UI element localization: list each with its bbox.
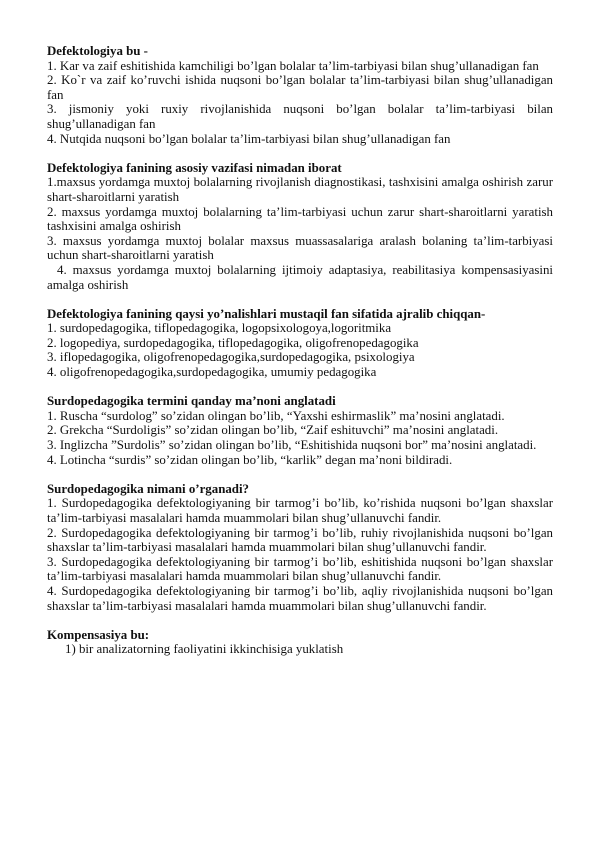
answer-option: 1. Kar va zaif eshitishida kamchiligi bo’lgan bolalar ta’lim-tarbiyasi bilan shug’ullanadigan fan	[47, 58, 539, 73]
answer-option: 1. Ruscha “surdolog” so’zidan olingan bo’lib, “Yaxshi eshirmaslik” ma’nosini anglatadi.	[47, 408, 505, 423]
answer-option: 3. Inglizcha ”Surdolis” so’zidan olingan bo’lib, “Eshitishida nuqsoni bor” ma’nosini anglatadi.	[47, 438, 537, 453]
question-title: Surdopedagogika termini qanday ma’noni anglatadi	[47, 394, 336, 409]
question-title: Defektologiya bu -	[47, 44, 148, 58]
answer-option: 4. maxsus yordamga muxtoj bolalarning ijtimoiy adaptasiya, reabilitasiya kompensasiyasini amalga oshirish	[47, 262, 553, 292]
question-block	[47, 307, 553, 380]
question-block	[47, 628, 553, 657]
answer-option: 3. Surdopedagogika defektologiyaning bir tarmog’i bo’lib, eshitishida nuqsoni bo’lgan shaxslar ta’lim-tarbiyasi masalalari hamda muammolari bilan shug’ullanuvchi fandir.	[47, 554, 553, 584]
answer-option: 2. Surdopedagogika defektologiyaning bir tarmog’i bo’lib, ruhiy rivojlanishida nuqsoni bo’lgan shaxslar ta’lim-tarbiyasi masalalari hamda muammolari bilan shug’ullanuvchi fandir.	[47, 525, 553, 555]
answer-option: 1. Surdopedagogika defektologiyaning bir tarmog’i bo’lib, ko’rishida nuqsoni bo’lgan shaxslar ta’lim-tarbiyasi masalalari hamda muammolari bilan shug’ullanuvchi fandir.	[47, 496, 553, 525]
answer-option: 2. maxsus yordamga muxtoj bolalarning ta’lim-tarbiyasi uchun zarur shart-sharoitlarni yaratish tashxisini amalga oshirish	[47, 204, 553, 234]
answer-option: 3. maxsus yordamga muxtoj bolalar maxsus muassasalariga aralash bolaning ta’lim-tarbiyasi uchun shart-sharoitlarni yaratish	[47, 233, 553, 263]
question-block	[47, 161, 553, 292]
question-block	[47, 44, 553, 146]
answer-option: 2. Grekcha “Surdoligis” so’zidan olingan bo’lib, “Zaif eshituvchi” ma’nosini anglatadi.	[47, 423, 499, 438]
question-title: Defektologiya fanining asosiy vazifasi nimadan iborat	[47, 160, 342, 175]
answer-option: 3. jismoniy yoki ruxiy rivojlanishida nuqsoni bo’lgan bolalar ta’lim-tarbiyasi bilan shug’ullanadigan fan	[47, 102, 553, 131]
answer-option: 2. Ko`r va zaif ko’ruvchi ishida nuqsoni bo’lgan bolalar ta’lim-tarbiyasi bilan shug’ullanadigan fan	[47, 73, 553, 102]
answer-option: 1. surdopedagogika, tiflopedagogika, logopsixologoya,logoritmika	[47, 321, 392, 336]
answer-option: 4. oligofrenopedagogika,surdopedagogika, umumiy pedagogika	[47, 365, 377, 380]
question-title: Kompensasiya bu:	[47, 627, 150, 642]
answer-option: 1.maxsus yordamga muxtoj bolalarning rivojlanish diagnostikasi, tashxisini amalga oshirish zarur shart-sharoitlarni yaratish	[47, 175, 553, 204]
answer-option: 4. Surdopedagogika defektologiyaning bir tarmog’i bo’lib, aqliy rivojlanishida nuqsoni bo’lgan shaxslar ta’lim-tarbiyasi masalalari hamda muammolari bilan shug’ullanuvchi fandir.	[47, 583, 553, 613]
answer-option: 1) bir analizatorning faoliyatini ikkinchisiga yuklatish	[65, 642, 344, 657]
answer-option: 4. Nutqida nuqsoni bo’lgan bolalar ta’lim-tarbiyasi bilan shug’ullanadigan fan	[47, 131, 451, 146]
question-title: Surdopedagogika nimani o’rganadi?	[47, 481, 250, 496]
question-block	[47, 482, 553, 613]
answer-option: 2. logopediya, surdopedagogika, tiflopedagogika, oligofrenopedagogika	[47, 335, 419, 350]
answer-option: 4. Lotincha “surdis” so’zidan olingan bo’lib, “karlik” degan ma’noni bildiradi.	[47, 452, 453, 467]
answer-option: 3. iflopedagogika, oligofrenopedagogika,surdopedagogika, psixologiya	[47, 350, 415, 365]
question-title: Defektologiya fanining qaysi yo’nalishlari mustaqil fan sifatida ajralib chiqqan-	[47, 306, 486, 321]
question-block	[47, 394, 553, 467]
